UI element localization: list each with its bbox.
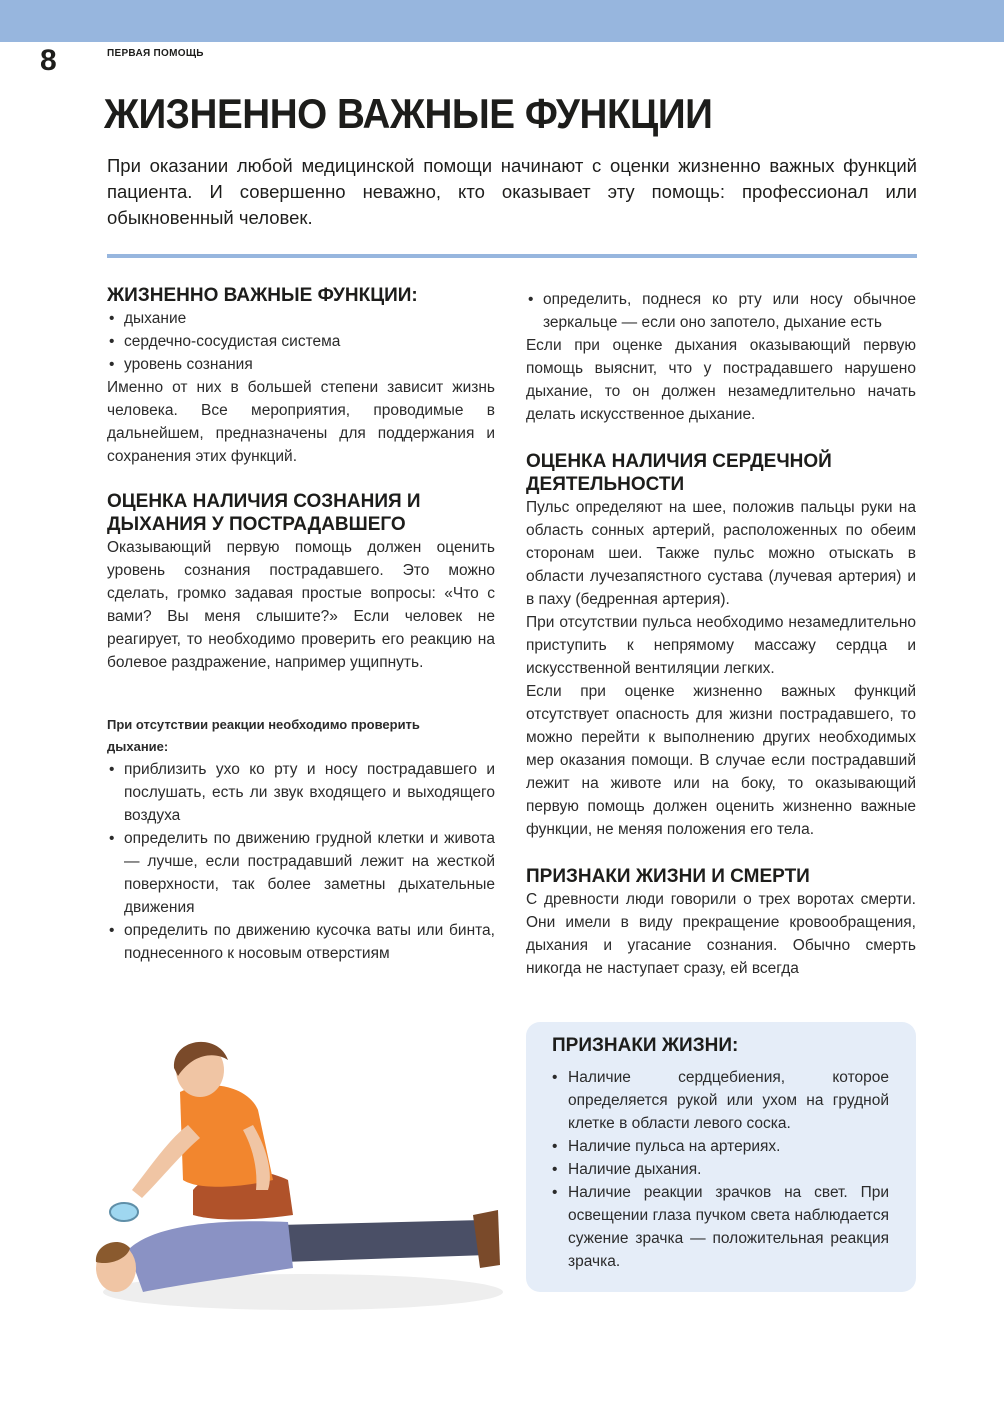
- list-item: • сердечно-сосудистая система: [107, 330, 495, 353]
- list-item: • Наличие пульса на артериях.: [552, 1135, 889, 1158]
- section-divider: [107, 254, 917, 258]
- vital-functions-heading: ЖИЗНЕННО ВАЖНЫЕ ФУНКЦИИ:: [107, 285, 418, 306]
- page-number: 8: [40, 44, 57, 77]
- heart-activity-heading: ОЦЕНКА НАЛИЧИЯ СЕРДЕЧНОЙ ДЕЯТЕЛЬНОСТИ: [526, 451, 832, 495]
- page-title: ЖИЗНЕННО ВАЖНЫЕ ФУНКЦИИ: [104, 90, 713, 137]
- list-item: • уровень сознания: [107, 353, 495, 376]
- lead-paragraph: При оказании любой медицинской помощи начинают с оценки жизненно важных функций пациента. И совершенно неважно, кто оказывает эту помощь: профессионал или обыкновенный человек.: [107, 155, 917, 228]
- breath-check-list: [107, 758, 495, 965]
- list-item: • определить, поднеся ко рту или носу обычное зеркальце — если оно запотело, дыхание есть: [526, 288, 916, 334]
- list-item: • Наличие дыхания.: [552, 1158, 889, 1181]
- list-item: • дыхание: [107, 307, 495, 330]
- heart-text-3: Если при оценке жизненно важных функций отсутствует опасность для жизни пострадавшего, то можно перейти к выполнению других необходимых мер оказания помощи. В случае если пострадавший лежит на животе или на боку, то оказывающий первую помощь должен оценить жизненно важные функции, не меняя положения его тела.: [526, 683, 916, 838]
- left-column: [107, 284, 495, 965]
- consciousness-text: Оказывающий первую помощь должен оценить уровень сознания пострадавшего. Это можно сделать, громко задавая простые вопросы: «Что с вами? Вы меня слышите?» Если человек не реагирует, то необходимо проверить его реакцию на болевое раздражение, например ущипнуть.: [107, 539, 495, 671]
- vital-functions-list: [107, 307, 495, 376]
- running-header: ПЕРВАЯ ПОМОЩЬ: [107, 48, 204, 59]
- signs-of-life-box: [526, 1022, 916, 1292]
- breath-text: Если при оценке дыхания оказывающий первую помощь выяснит, что у пострадавшего нарушено дыхание, то он должен незамедлительно начать делать искусственное дыхание.: [526, 337, 916, 423]
- mirror: [110, 1203, 138, 1221]
- heart-text-2: При отсутствии пульса необходимо незамедлительно приступить к непрямому массажу сердца и искусственной вентиляции легких.: [526, 614, 916, 677]
- list-item: • Наличие сердцебиения, которое определяется рукой или ухом на грудной клетке в области левого соска.: [552, 1066, 889, 1135]
- heart-text-1: Пульс определяют на шее, положив пальцы руки на область сонных артерий, расположенных по обеим сторонам шеи. Также пульс можно отыскать в области лучезапястного сустава (лучевая артерия) и в паху (бедренная артерия).: [526, 499, 916, 608]
- victim-legs: [278, 1220, 488, 1262]
- breath-check-list-continued: [526, 288, 916, 334]
- list-item: • определить по движению грудной клетки и живота — лучше, если пострадавший лежит на жесткой поверхности, так более заметны дыхательные движения: [107, 827, 495, 919]
- top-color-band: [0, 0, 1004, 42]
- victim-shoes: [473, 1210, 500, 1268]
- first-aid-mirror-illustration: [88, 1030, 508, 1320]
- list-item: • Наличие реакции зрачков на свет. При освещении глаза пучком света наблюдается сужение зрачка — положительная реакция зрачка.: [552, 1181, 889, 1273]
- consciousness-heading: ОЦЕНКА НАЛИЧИЯ СОЗНАНИЯ И ДЫХАНИЯ У ПОСТРАДАВШЕГО: [107, 491, 421, 535]
- signs-of-life-and-death-heading: ПРИЗНАКИ ЖИЗНИ И СМЕРТИ: [526, 866, 810, 887]
- signs-of-life-list: [552, 1066, 889, 1273]
- list-item: • приблизить ухо ко рту и носу пострадавшего и послушать, есть ли звук входящего и выходящего воздуха: [107, 758, 495, 827]
- signs-text: С древности люди говорили о трех воротах смерти. Они имели в виду прекращение кровообращения, дыхания и угасание сознания. Обычно смерть никогда не наступает сразу, ей всегда: [526, 891, 916, 977]
- signs-of-life-heading: ПРИЗНАКИ ЖИЗНИ:: [552, 1035, 739, 1056]
- breath-check-lead: При отсутствии реакции необходимо проверить дыхание:: [107, 717, 420, 754]
- list-item: • определить по движению кусочка ваты или бинта, поднесенного к носовым отверстиям: [107, 919, 495, 965]
- vital-functions-text: Именно от них в большей степени зависит жизнь человека. Все мероприятия, проводимые в дальнейшем, предназначены для поддержания и сохранения этих функций.: [107, 379, 495, 465]
- right-column: [526, 288, 916, 980]
